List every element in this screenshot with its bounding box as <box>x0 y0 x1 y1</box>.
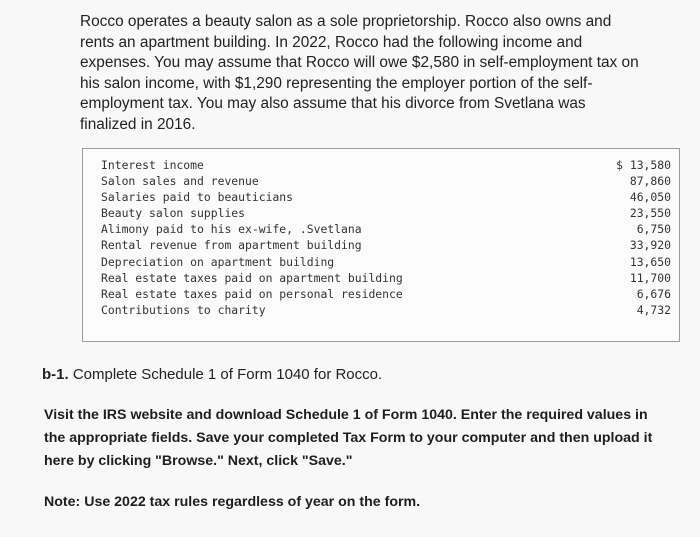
question-text: Complete Schedule 1 of Form 1040 for Rocco. <box>68 366 383 383</box>
row-label: Interest income <box>101 158 204 172</box>
row-label: Real estate taxes paid on personal residence <box>101 286 403 301</box>
table-row <box>101 205 671 221</box>
table-row <box>101 157 671 173</box>
row-amount: 87,860 <box>629 174 671 189</box>
row-label: Beauty salon supplies <box>101 206 246 221</box>
problem-intro: Rocco operates a beauty salon as a sole proprietorship. Rocco also owns and rents an apartment building. In 2022, Rocco had the following income and expenses. You may assume that Rocco will owe $2,580 in self-employment tax on his salon income, with $1,290 representing the employer portion of the self-employment tax. You may also assume that his divorce from Svetlana was finalized in 2016. <box>80 13 639 133</box>
row-label: Salon sales and revenue <box>101 174 259 189</box>
table-row <box>101 173 671 189</box>
income-expense-table <box>82 148 680 342</box>
row-label: Alimony paid to his ex-wife, .Svetlana <box>101 222 362 237</box>
row-amount: 11,700 <box>629 270 671 285</box>
row-amount: 33,920 <box>629 238 671 253</box>
table-row <box>101 237 671 253</box>
row-label: Rental revenue from apartment building <box>101 238 362 253</box>
row-label: Contributions to charity <box>101 302 266 317</box>
row-amount: 4,732 <box>636 302 671 317</box>
note: Note: Use 2022 tax rules regardless of year on the form. <box>44 494 421 510</box>
question-heading <box>42 366 382 383</box>
row-amount: 46,050 <box>629 190 671 205</box>
row-label: Depreciation on apartment building <box>101 254 335 269</box>
row-amount: $ 13,580 <box>616 158 671 172</box>
row-amount: 6,676 <box>636 286 671 301</box>
table-row <box>101 270 671 286</box>
table-row <box>101 254 671 270</box>
row-label: Salaries paid to beauticians <box>101 190 294 205</box>
row-label: Real estate taxes paid on apartment building <box>101 270 403 285</box>
table-row <box>101 189 671 205</box>
table-row <box>101 286 671 302</box>
instructions: Visit the IRS website and download Schedule 1 of Form 1040. Enter the required values in the appropriate fields. Save your completed Tax Form to your computer and then upload it here by clicking "Browse." Next, click "Save." <box>44 407 653 469</box>
question-label: b-1. <box>42 366 69 383</box>
row-amount: 13,650 <box>629 254 671 269</box>
table-row <box>101 302 671 318</box>
table-row <box>101 221 671 237</box>
row-amount: 6,750 <box>636 222 671 237</box>
row-amount: 23,550 <box>629 206 671 221</box>
table-rows <box>101 157 671 318</box>
